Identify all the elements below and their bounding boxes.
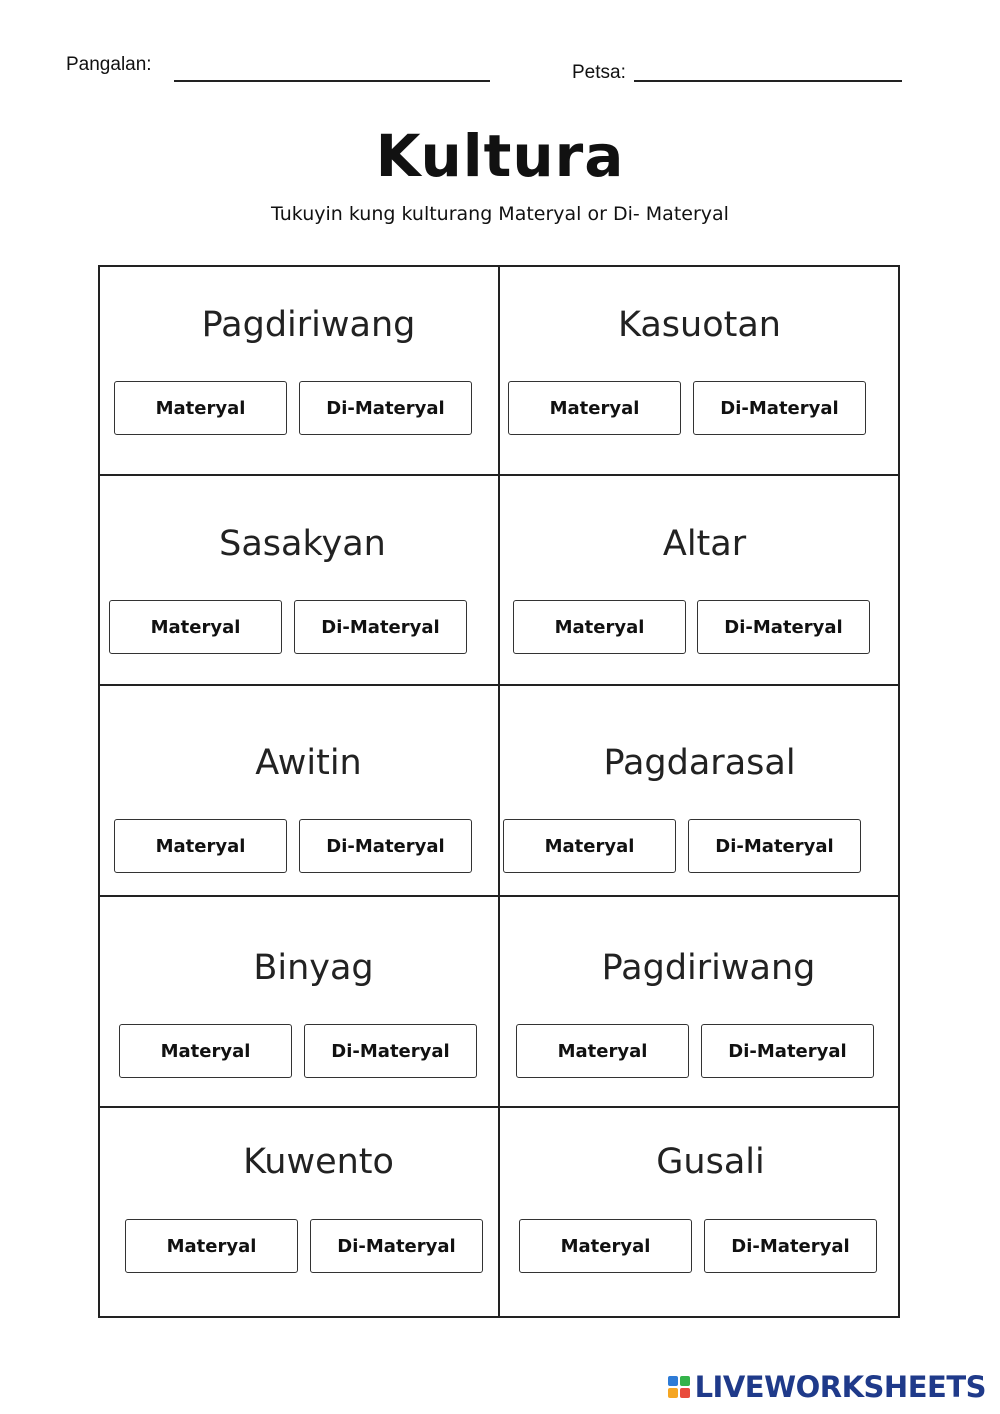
item-word: Pagdarasal bbox=[603, 743, 796, 783]
di-materyal-button[interactable]: Di-Materyal bbox=[693, 381, 866, 435]
di-materyal-button[interactable]: Di-Materyal bbox=[299, 381, 472, 435]
answer-grid bbox=[98, 265, 900, 1318]
materyal-button[interactable]: Materyal bbox=[503, 819, 676, 873]
item-word: Kuwento bbox=[243, 1142, 394, 1182]
item-word: Awitin bbox=[255, 743, 362, 783]
worksheet-instructions: Tukuyin kung kulturang Materyal or Di- Materyal bbox=[271, 203, 729, 225]
materyal-button[interactable]: Materyal bbox=[513, 600, 686, 654]
item-cell-9 bbox=[98, 1107, 499, 1317]
materyal-button[interactable]: Materyal bbox=[114, 819, 287, 873]
materyal-button[interactable]: Materyal bbox=[119, 1024, 292, 1078]
di-materyal-button[interactable]: Di-Materyal bbox=[304, 1024, 477, 1078]
liveworksheets-logo-icon bbox=[668, 1376, 690, 1398]
name-label: Pangalan: bbox=[66, 54, 152, 75]
logo-square bbox=[668, 1388, 678, 1398]
materyal-button[interactable]: Materyal bbox=[519, 1219, 692, 1273]
materyal-button[interactable]: Materyal bbox=[125, 1219, 298, 1273]
brand-text: LIVEWORKSHEETS bbox=[694, 1370, 986, 1404]
di-materyal-button[interactable]: Di-Materyal bbox=[701, 1024, 874, 1078]
item-word: Altar bbox=[662, 524, 747, 564]
item-cell-7 bbox=[98, 896, 499, 1106]
item-cell-10 bbox=[499, 1107, 900, 1317]
item-cell-5 bbox=[98, 685, 499, 895]
materyal-button[interactable]: Materyal bbox=[109, 600, 282, 654]
date-label: Petsa: bbox=[572, 62, 626, 83]
item-cell-6 bbox=[499, 685, 900, 895]
di-materyal-button[interactable]: Di-Materyal bbox=[310, 1219, 483, 1273]
logo-square bbox=[680, 1388, 690, 1398]
logo-square bbox=[668, 1376, 678, 1386]
item-cell-4 bbox=[499, 475, 900, 685]
date-line[interactable] bbox=[634, 80, 902, 82]
item-cell-2 bbox=[499, 265, 900, 475]
liveworksheets-brand[interactable] bbox=[668, 1370, 986, 1404]
logo-square bbox=[680, 1376, 690, 1386]
item-word: Pagdiriwang bbox=[201, 305, 416, 345]
di-materyal-button[interactable]: Di-Materyal bbox=[294, 600, 467, 654]
item-word: Binyag bbox=[253, 948, 374, 988]
di-materyal-button[interactable]: Di-Materyal bbox=[704, 1219, 877, 1273]
name-line[interactable] bbox=[174, 80, 490, 82]
item-cell-8 bbox=[499, 896, 900, 1106]
item-word: Gusali bbox=[656, 1142, 765, 1182]
item-cell-1 bbox=[98, 265, 499, 475]
di-materyal-button[interactable]: Di-Materyal bbox=[299, 819, 472, 873]
worksheet-title: Kultura bbox=[375, 122, 625, 190]
item-word: Kasuotan bbox=[618, 305, 781, 345]
item-word: Sasakyan bbox=[219, 524, 386, 564]
materyal-button[interactable]: Materyal bbox=[114, 381, 287, 435]
item-cell-3 bbox=[98, 475, 499, 685]
item-word: Pagdiriwang bbox=[601, 948, 816, 988]
di-materyal-button[interactable]: Di-Materyal bbox=[697, 600, 870, 654]
materyal-button[interactable]: Materyal bbox=[516, 1024, 689, 1078]
materyal-button[interactable]: Materyal bbox=[508, 381, 681, 435]
di-materyal-button[interactable]: Di-Materyal bbox=[688, 819, 861, 873]
